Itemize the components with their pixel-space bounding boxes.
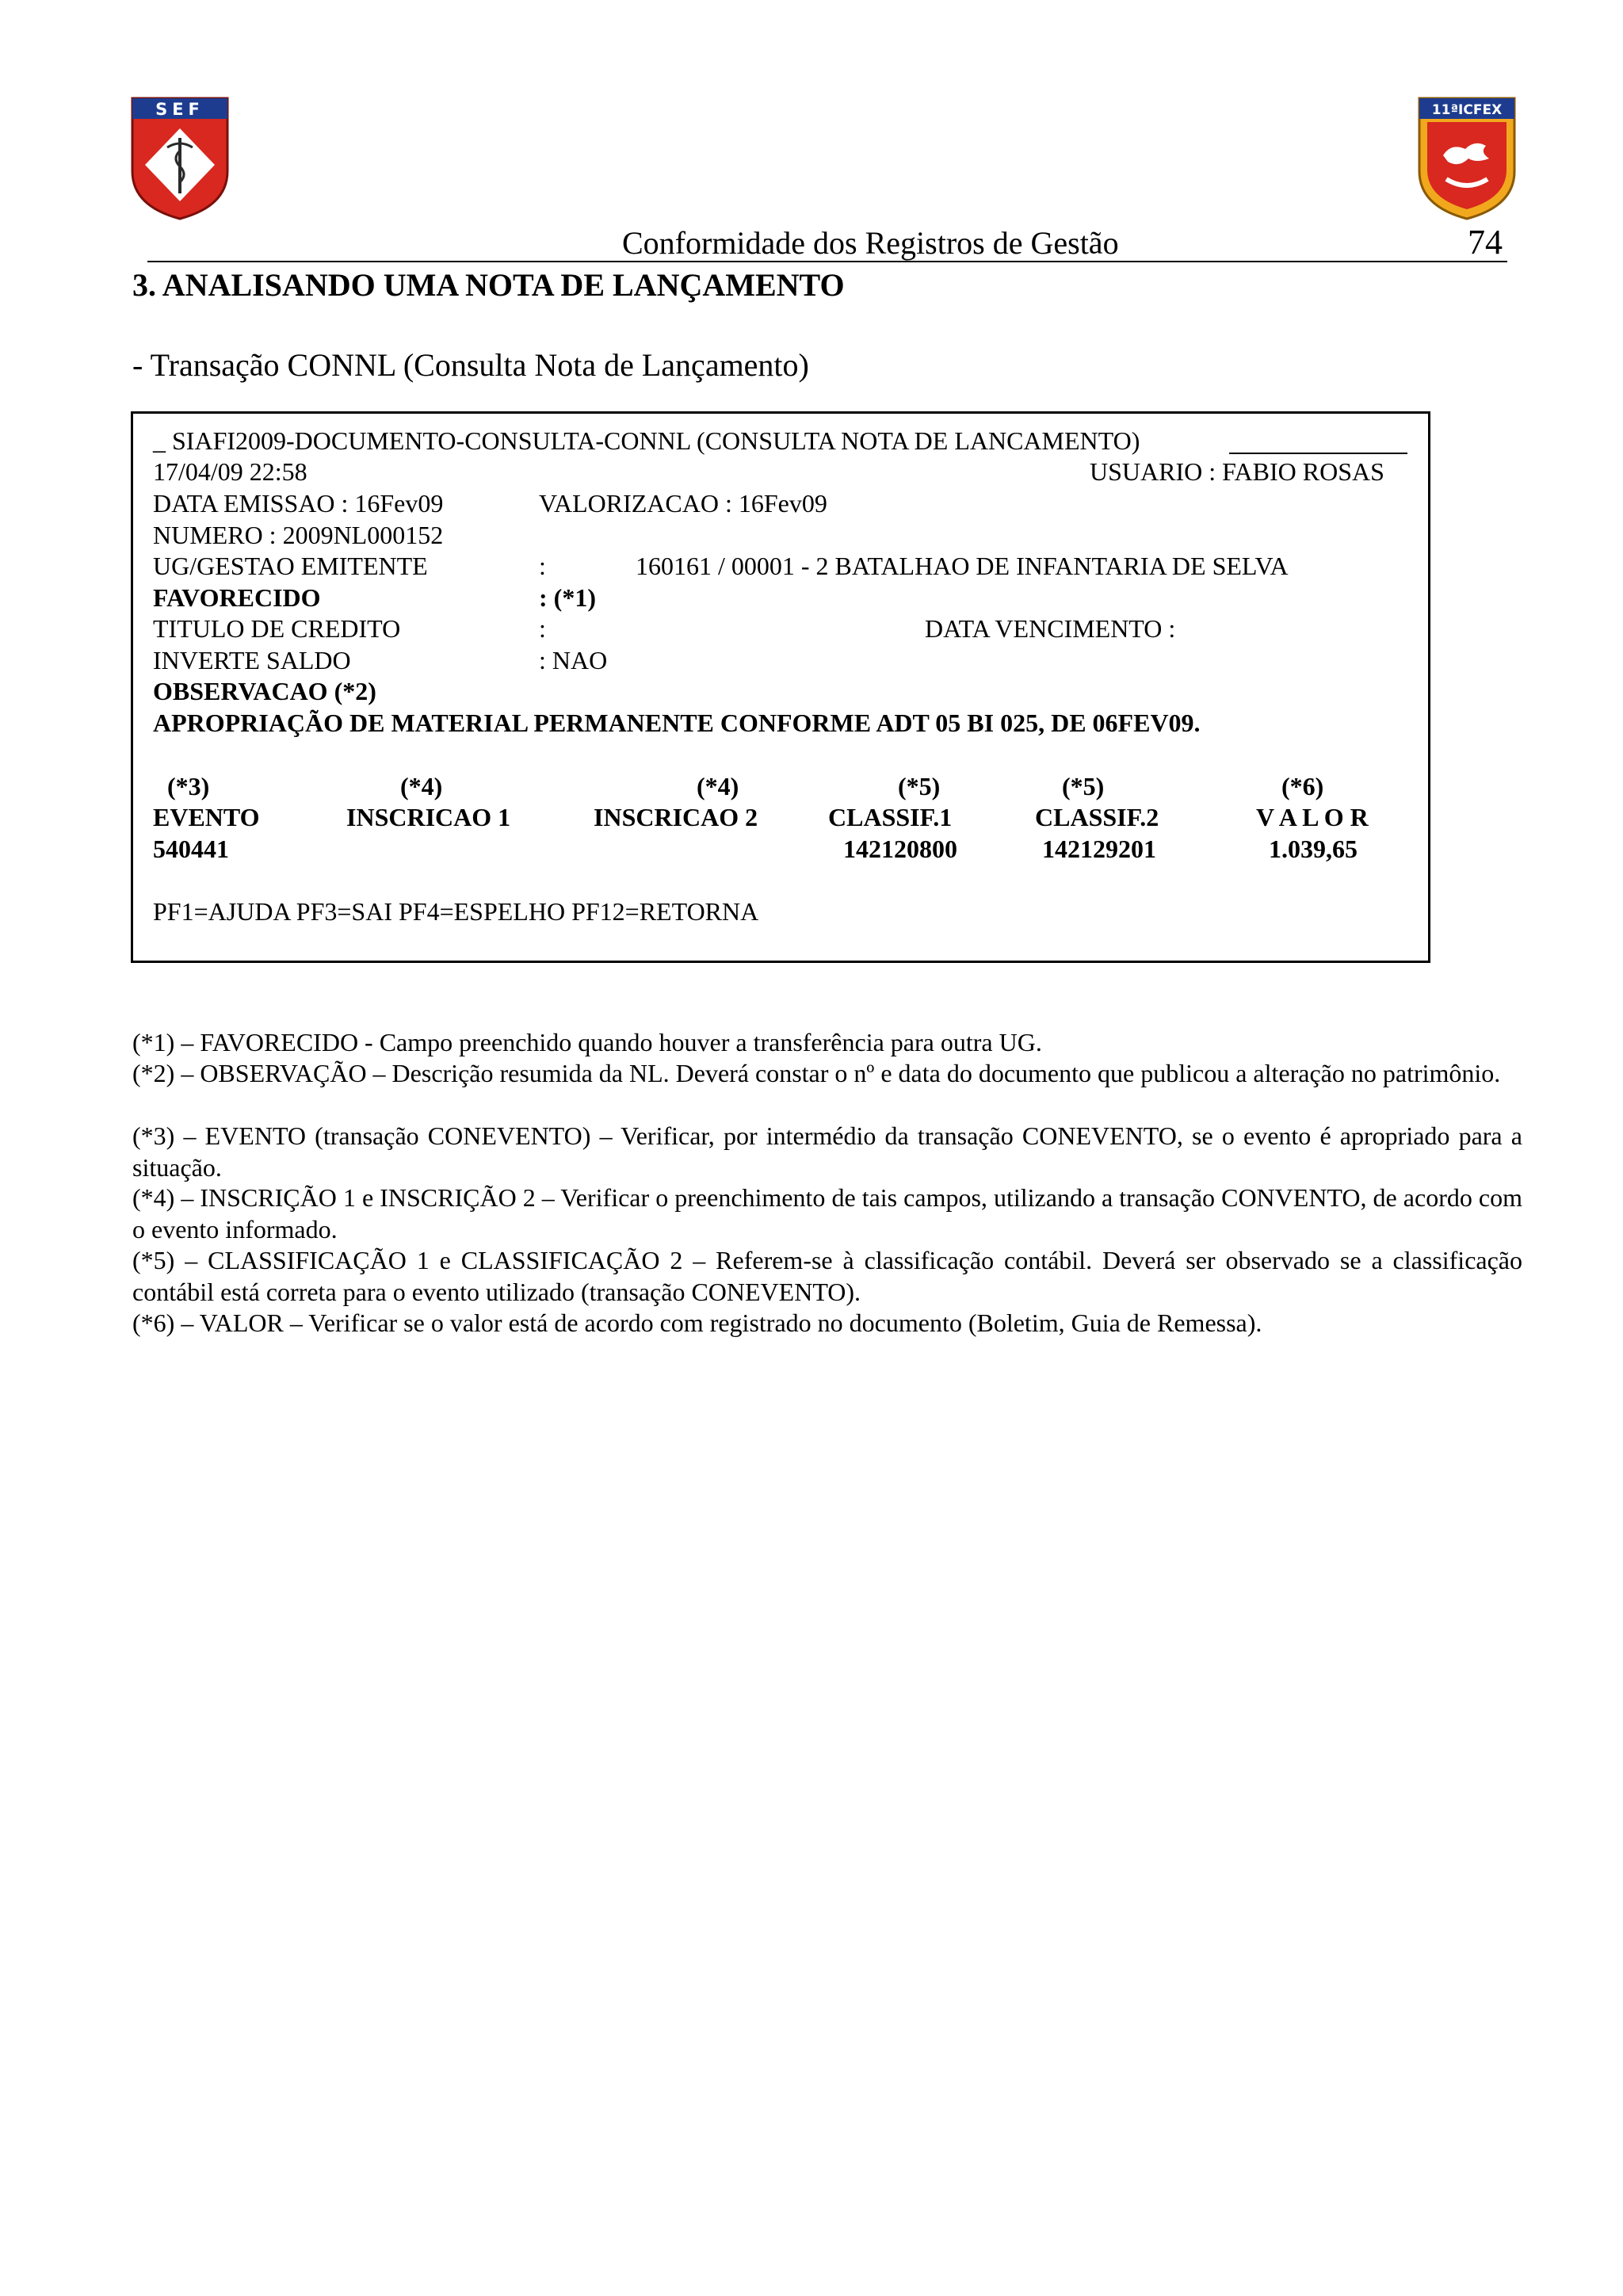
col-note-classif-1: (*5) bbox=[898, 772, 941, 800]
screen-inverte-value: : NAO bbox=[539, 646, 608, 674]
screen-inverte-label: INVERTE SALDO bbox=[153, 646, 351, 674]
col-value-classif-1: 142120800 bbox=[843, 835, 957, 863]
svg-text:SEF: SEF bbox=[155, 100, 204, 119]
section-heading: 3. ANALISANDO UMA NOTA DE LANÇAMENTO bbox=[132, 267, 845, 303]
col-header-classif-2: CLASSIF.2 bbox=[1035, 803, 1159, 831]
col-note-classif-2: (*5) bbox=[1062, 772, 1105, 800]
screen-data-vencimento: DATA VENCIMENTO : bbox=[925, 614, 1176, 643]
footnote-1: (*1) – FAVORECIDO - Campo preenchido quando houver a transferência para outra UG. bbox=[132, 1028, 1042, 1056]
svg-text:11ªICFEX: 11ªICFEX bbox=[1431, 102, 1503, 118]
icfex-shield-logo bbox=[1416, 95, 1518, 222]
transaction-line: - Transação CONNL (Consulta Nota de Lançamento) bbox=[132, 347, 809, 383]
screen-favorecido-value: : (*1) bbox=[539, 583, 596, 612]
col-header-inscricao-2: INSCRICAO 2 bbox=[594, 803, 758, 831]
footnote-3: (*3) – EVENTO (transação CONEVENTO) – Verificar, por intermédio da transação CONEVENTO, se o evento é apropriado para a situação. bbox=[132, 1121, 1522, 1182]
col-header-evento: EVENTO bbox=[153, 803, 260, 831]
col-header-classif-1: CLASSIF.1 bbox=[828, 803, 953, 831]
screen-numero: NUMERO : 2009NL000152 bbox=[153, 521, 444, 549]
screen-function-keys: PF1=AJUDA PF3=SAI PF4=ESPELHO PF12=RETORNA bbox=[153, 897, 759, 926]
footnote-5: (*5) – CLASSIFICAÇÃO 1 e CLASSIFICAÇÃO 2 – Referem-se à classificação contábil. Deverá ser observado se a classificação contábil está correta para o evento utilizado (transação CONEVENTO). bbox=[132, 1246, 1522, 1306]
header-rule bbox=[147, 261, 1507, 262]
col-note-valor: (*6) bbox=[1281, 772, 1324, 800]
col-note-inscricao-1: (*4) bbox=[400, 772, 443, 800]
sef-shield-logo bbox=[129, 95, 231, 222]
col-note-inscricao-2: (*4) bbox=[697, 772, 739, 800]
col-value-classif-2: 142129201 bbox=[1042, 835, 1156, 863]
screen-title-rule bbox=[1229, 453, 1407, 454]
col-value-evento: 540441 bbox=[153, 835, 229, 863]
col-note-evento: (*3) bbox=[167, 772, 210, 800]
screen-ug-colon: : bbox=[539, 552, 546, 580]
screen-usuario: USUARIO : FABIO ROSAS bbox=[1090, 457, 1384, 486]
running-header-title: Conformidade dos Registros de Gestão bbox=[622, 225, 1119, 261]
screen-observacao-label: OBSERVACAO (*2) bbox=[153, 677, 376, 705]
col-header-inscricao-1: INSCRICAO 1 bbox=[346, 803, 511, 831]
screen-ug-label: UG/GESTAO EMITENTE bbox=[153, 552, 428, 580]
screen-ug-value: 160161 / 00001 - 2 BATALHAO DE INFANTARIA DE SELVA bbox=[636, 552, 1289, 580]
col-header-valor: V A L O R bbox=[1256, 803, 1369, 831]
page-number: 74 bbox=[1468, 223, 1503, 262]
screen-datetime: 17/04/09 22:58 bbox=[153, 457, 307, 486]
footnote-2: (*2) – OBSERVAÇÃO – Descrição resumida da NL. Deverá constar o nº e data do documento que publicou a alteração no patrimônio. bbox=[132, 1059, 1501, 1087]
screen-favorecido-label: FAVORECIDO bbox=[153, 583, 321, 612]
screen-titulo-label: TITULO DE CREDITO bbox=[153, 614, 401, 643]
screen-observacao-text: APROPRIAÇÃO DE MATERIAL PERMANENTE CONFORME ADT 05 BI 025, DE 06FEV09. bbox=[153, 709, 1201, 737]
col-value-valor: 1.039,65 bbox=[1269, 835, 1358, 863]
screen-valorizacao: VALORIZACAO : 16Fev09 bbox=[539, 489, 827, 518]
screen-titulo-colon: : bbox=[539, 614, 546, 643]
screen-data-emissao: DATA EMISSAO : 16Fev09 bbox=[153, 489, 444, 518]
footnote-4: (*4) – INSCRIÇÃO 1 e INSCRIÇÃO 2 – Verificar o preenchimento de tais campos, utilizando a transação CONVENTO, de acordo com o evento informado. bbox=[132, 1183, 1522, 1244]
footnote-6: (*6) – VALOR – Verificar se o valor está de acordo com registrado no documento (Boletim, Guia de Remessa). bbox=[132, 1308, 1262, 1337]
screen-title: _ SIAFI2009-DOCUMENTO-CONSULTA-CONNL (CONSULTA NOTA DE LANCAMENTO) bbox=[153, 426, 1140, 455]
